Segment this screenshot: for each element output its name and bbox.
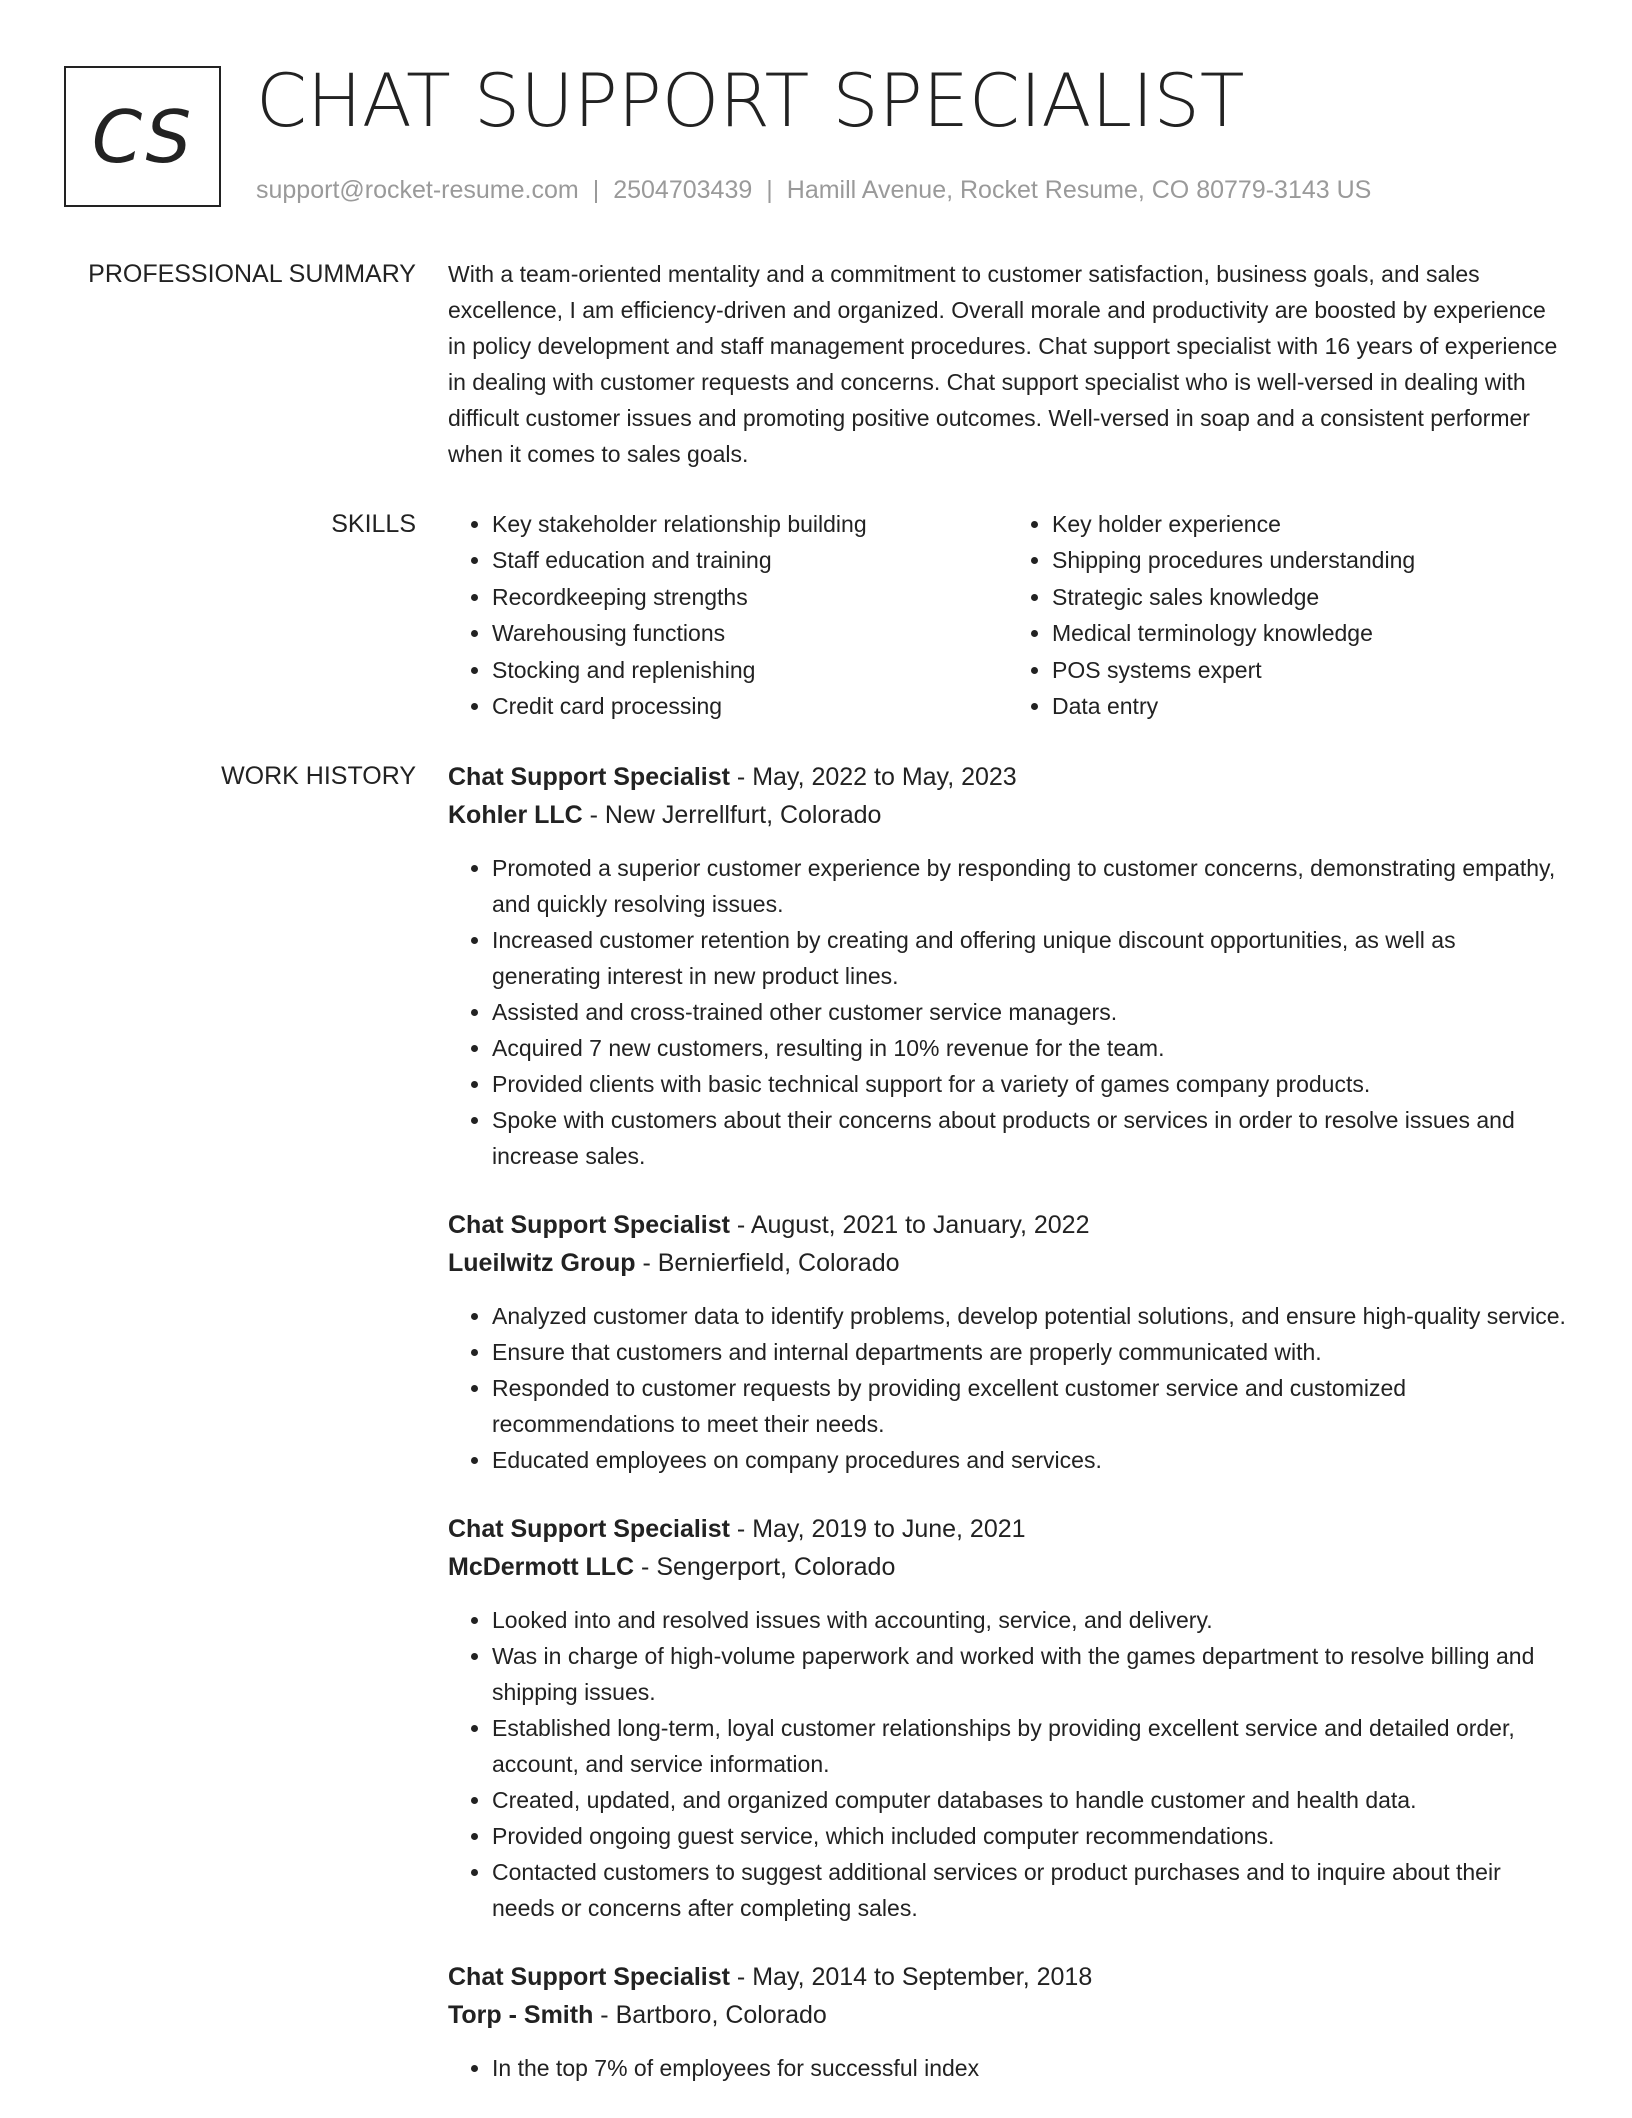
job-title-line: [448, 758, 1568, 796]
job-entry: [448, 1206, 1568, 1478]
skills-heading: SKILLS: [331, 510, 416, 538]
job-bullet: • Contacted customers to suggest additional services or product purchases and to inquire about their needs or concerns after completing sales.: [492, 1854, 1568, 1926]
job-company: Kohler LLC: [448, 801, 583, 829]
job-title: Chat Support Specialist: [448, 1515, 730, 1543]
contact-separator: |: [766, 176, 773, 204]
job-bullet: • Ensure that customers and internal departments are properly communicated with.: [492, 1334, 1568, 1370]
job-entry: [448, 1510, 1568, 1926]
job-bullet: • Established long-term, loyal customer relationships by providing excellent service and detailed order, account, and service information.: [492, 1710, 1568, 1782]
skill-item: • Shipping procedures understanding: [1052, 542, 1568, 578]
job-location: - Sengerport, Colorado: [634, 1553, 896, 1581]
job-bullet: • Responded to customer requests by providing excellent customer service and customized recommendations to meet their needs.: [492, 1370, 1568, 1442]
job-company-line: [448, 796, 1568, 834]
contact-email: support@rocket-resume.com: [256, 176, 579, 204]
job-dates: - May, 2022 to May, 2023: [729, 763, 1017, 791]
job-bullet: • Promoted a superior customer experience by responding to customer concerns, demonstrating empathy, and quickly resolving issues.: [492, 850, 1568, 922]
job-company-line: [448, 1996, 1568, 2034]
job-bullets: [448, 2050, 1568, 2086]
work-history-heading: WORK HISTORY: [221, 762, 416, 790]
summary-heading: PROFESSIONAL SUMMARY: [88, 260, 416, 288]
skill-item: • Medical terminology knowledge: [1052, 615, 1568, 651]
job-bullet: • Analyzed customer data to identify problems, develop potential solutions, and ensure high-quality service.: [492, 1298, 1568, 1334]
skill-item: • Stocking and replenishing: [492, 652, 1008, 688]
job-title: Chat Support Specialist: [448, 1211, 730, 1239]
job-company-line: [448, 1548, 1568, 1586]
skill-item: • Strategic sales knowledge: [1052, 579, 1568, 615]
job-title-line: [448, 1958, 1568, 1996]
job-title: Chat Support Specialist: [448, 763, 730, 791]
job-company: Lueilwitz Group: [448, 1249, 636, 1277]
job-bullet: • Acquired 7 new customers, resulting in 10% revenue for the team.: [492, 1030, 1568, 1066]
summary-text: With a team-oriented mentality and a commitment to customer satisfaction, business goals, and sales excellence, I am efficiency-driven and organized. Overall morale and productivity are boosted by experience in policy development and staff management procedures. Chat support specialist with 16 years of experience in dealing with customer requests and concerns. Chat support specialist who is well-versed in dealing with difficult customer issues and promoting positive outcomes. Well-versed in soap and a consistent performer when it comes to sales goals.: [448, 261, 1558, 467]
job-bullets: [448, 1298, 1568, 1478]
monogram-logo: CS: [64, 66, 221, 207]
skills-section: [448, 506, 1568, 724]
job-entry: [448, 1958, 1568, 2086]
skills-list-left: [448, 506, 1008, 724]
job-title: Chat Support Specialist: [448, 1963, 730, 1991]
job-bullet: • Was in charge of high-volume paperwork and worked with the games department to resolve billing and shipping issues.: [492, 1638, 1568, 1710]
job-company: McDermott LLC: [448, 1553, 635, 1581]
skill-item: • Warehousing functions: [492, 615, 1008, 651]
job-location: - Bernierfield, Colorado: [635, 1249, 900, 1277]
skill-item: • Key stakeholder relationship building: [492, 506, 1008, 542]
job-bullets: [448, 850, 1568, 1174]
skill-item: • POS systems expert: [1052, 652, 1568, 688]
page-title: CHAT SUPPORT SPECIALIST: [256, 59, 1245, 144]
skill-item: • Key holder experience: [1052, 506, 1568, 542]
contact-phone: 2504703439: [613, 176, 753, 204]
job-company: Torp - Smith: [448, 2001, 594, 2029]
job-bullet: • Increased customer retention by creating and offering unique discount opportunities, as well as generating interest in new product lines.: [492, 922, 1568, 994]
skill-item: • Staff education and training: [492, 542, 1008, 578]
job-dates: - August, 2021 to January, 2022: [729, 1211, 1090, 1239]
job-title-line: [448, 1510, 1568, 1548]
job-dates: - May, 2014 to September, 2018: [729, 1963, 1093, 1991]
job-location: - New Jerrellfurt, Colorado: [582, 801, 882, 829]
job-bullet: • Spoke with customers about their concerns about products or services in order to resolve issues and increase sales.: [492, 1102, 1568, 1174]
job-bullet: • Provided ongoing guest service, which included computer recommendations.: [492, 1818, 1568, 1854]
job-bullet: • Educated employees on company procedures and services.: [492, 1442, 1568, 1478]
job-title-line: [448, 1206, 1568, 1244]
summary-section: [448, 256, 1568, 472]
job-bullet: • Created, updated, and organized computer databases to handle customer and health data.: [492, 1782, 1568, 1818]
contact-line: [256, 173, 1371, 207]
job-company-line: [448, 1244, 1568, 1282]
job-bullet: • In the top 7% of employees for successful index: [492, 2050, 1568, 2086]
job-entry: [448, 758, 1568, 1174]
job-bullets: [448, 1602, 1568, 1926]
job-bullet: • Looked into and resolved issues with accounting, service, and delivery.: [492, 1602, 1568, 1638]
skills-list-right: [1008, 506, 1568, 724]
contact-separator: |: [592, 176, 600, 204]
skill-item: • Recordkeeping strengths: [492, 579, 1008, 615]
contact-address: Hamill Avenue, Rocket Resume, CO 80779-3143 US: [786, 176, 1372, 204]
skill-item: • Data entry: [1052, 688, 1568, 724]
job-bullet: • Provided clients with basic technical support for a variety of games company products.: [492, 1066, 1568, 1102]
job-location: - Bartboro, Colorado: [593, 2001, 827, 2029]
skill-item: • Credit card processing: [492, 688, 1008, 724]
job-dates: - May, 2019 to June, 2021: [729, 1515, 1026, 1543]
job-bullet: • Assisted and cross-trained other customer service managers.: [492, 994, 1568, 1030]
work-history-section: [448, 758, 1568, 2118]
